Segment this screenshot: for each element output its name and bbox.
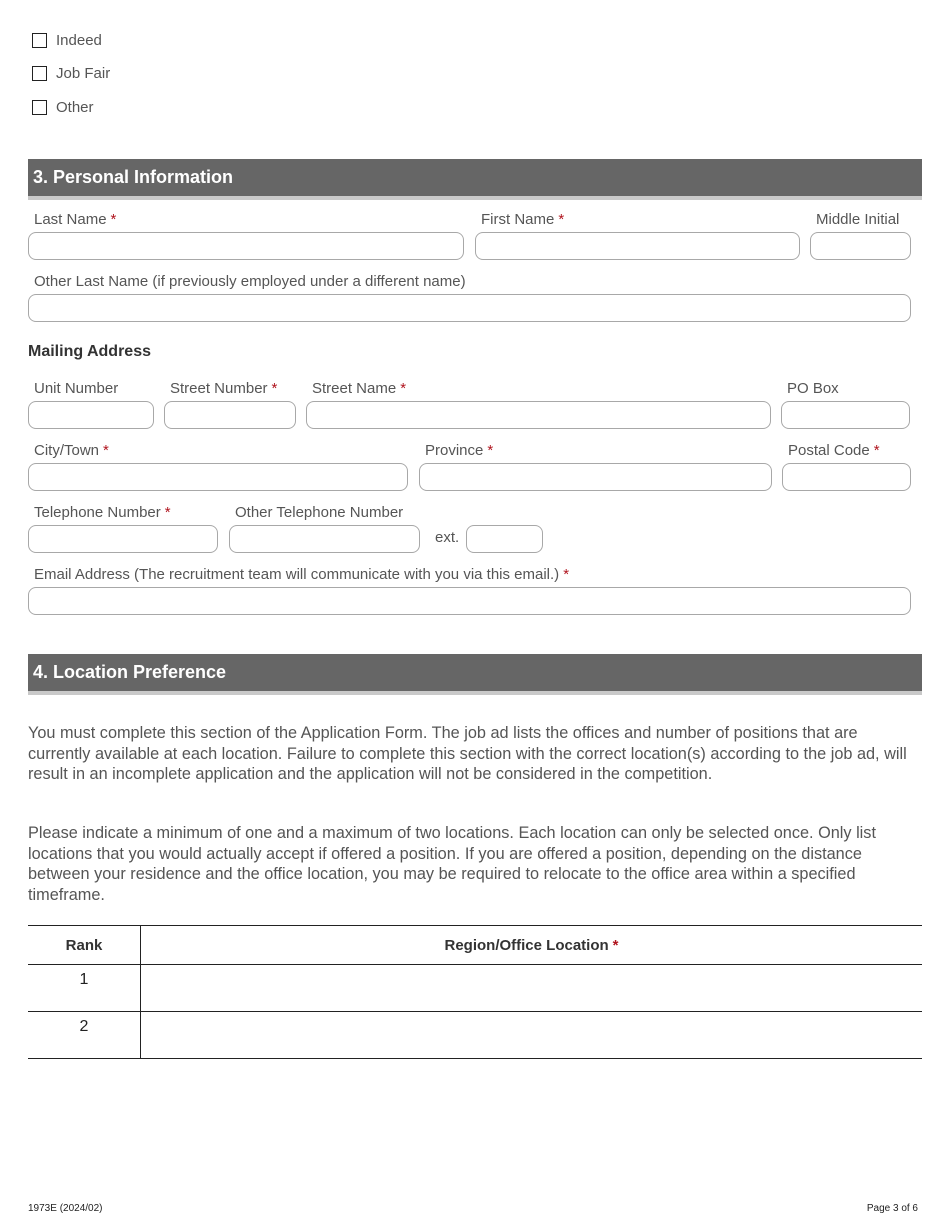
extension-input[interactable] [466, 525, 543, 553]
province-label: Province * [425, 442, 494, 459]
first-name-label: First Name * [481, 211, 565, 228]
email-label: Email Address (The recruitment team will communicate with you via this email.) * [34, 566, 570, 583]
street-number-label: Street Number * [170, 380, 278, 397]
required-marker: * [164, 504, 171, 521]
other-telephone-input[interactable] [229, 525, 420, 553]
required-marker: * [558, 211, 565, 228]
location-cell-input[interactable] [141, 965, 923, 1012]
rank-cell: 1 [28, 965, 141, 1012]
required-marker: * [563, 566, 570, 583]
table-row [28, 965, 922, 1012]
first-name-input[interactable] [475, 232, 800, 260]
unit-number-label: Unit Number [34, 380, 119, 397]
instructions-paragraph: Please indicate a minimum of one and a maximum of two locations. Each location can only be selected once. Only list locations that you would actually accept if offered a position. If you are offered a position, depending on the distance between your residence and the office location, you may be required to relocate to the office area within a specified timeframe. [28, 824, 876, 904]
location-column-header: Region/Office Location * [141, 926, 923, 965]
checkbox-label: Indeed [56, 31, 102, 49]
required-marker: * [400, 380, 407, 397]
location-preference-table [28, 925, 922, 1059]
instructions-paragraph: You must complete this section of the Application Form. The job ad lists the offices and number of positions that are currently available at each location. Failure to complete this section with the correct location(s) according to the job ad, will result in an incomplete application and the application will not be considered in the competition. [28, 724, 907, 783]
rank-column-header: Rank [28, 926, 141, 965]
middle-initial-input[interactable] [810, 232, 911, 260]
checkbox-other[interactable] [32, 100, 47, 115]
page-number: Page 3 of 6 [866, 1203, 918, 1214]
checkbox-row-indeed[interactable] [32, 30, 102, 50]
table-header-row [28, 926, 922, 965]
required-marker: * [612, 936, 619, 954]
middle-initial-label: Middle Initial [816, 211, 900, 228]
rank-cell: 2 [28, 1012, 141, 1059]
required-marker: * [110, 211, 117, 228]
table-row [28, 1012, 922, 1059]
location-cell-input[interactable] [141, 1012, 923, 1059]
checkbox-row-other[interactable] [32, 97, 94, 117]
po-box-label: PO Box [787, 380, 839, 397]
section-header-personal-information [28, 159, 922, 200]
other-telephone-label: Other Telephone Number [235, 504, 404, 521]
city-input[interactable] [28, 463, 408, 491]
province-input[interactable] [419, 463, 772, 491]
required-marker: * [873, 442, 880, 459]
street-name-input[interactable] [306, 401, 771, 429]
other-last-name-label: Other Last Name (if previously employed under a different name) [34, 273, 466, 290]
street-number-input[interactable] [164, 401, 296, 429]
last-name-input[interactable] [28, 232, 464, 260]
postal-code-input[interactable] [782, 463, 911, 491]
section-header-location-preference [28, 654, 922, 695]
checkbox-label: Other [56, 98, 94, 116]
unit-number-input[interactable] [28, 401, 154, 429]
checkbox-label: Job Fair [56, 64, 111, 82]
postal-code-label: Postal Code * [788, 442, 880, 459]
email-input[interactable] [28, 587, 911, 615]
mailing-address-heading: Mailing Address [28, 343, 151, 360]
required-marker: * [487, 442, 494, 459]
checkbox-job-fair[interactable] [32, 66, 47, 81]
checkbox-indeed[interactable] [32, 33, 47, 48]
checkbox-row-job-fair[interactable] [32, 63, 110, 83]
section-title: 3. Personal Information [33, 167, 234, 187]
section-title: 4. Location Preference [33, 662, 227, 682]
other-last-name-input[interactable] [28, 294, 911, 322]
street-name-label: Street Name * [312, 380, 407, 397]
telephone-input[interactable] [28, 525, 218, 553]
required-marker: * [271, 380, 278, 397]
telephone-label: Telephone Number * [34, 504, 171, 521]
form-id: 1973E (2024/02) [28, 1203, 103, 1214]
last-name-label: Last Name * [34, 211, 117, 228]
required-marker: * [103, 442, 109, 459]
city-label: City/Town * [34, 442, 109, 459]
extension-label: ext. [435, 529, 460, 546]
po-box-input[interactable] [781, 401, 910, 429]
